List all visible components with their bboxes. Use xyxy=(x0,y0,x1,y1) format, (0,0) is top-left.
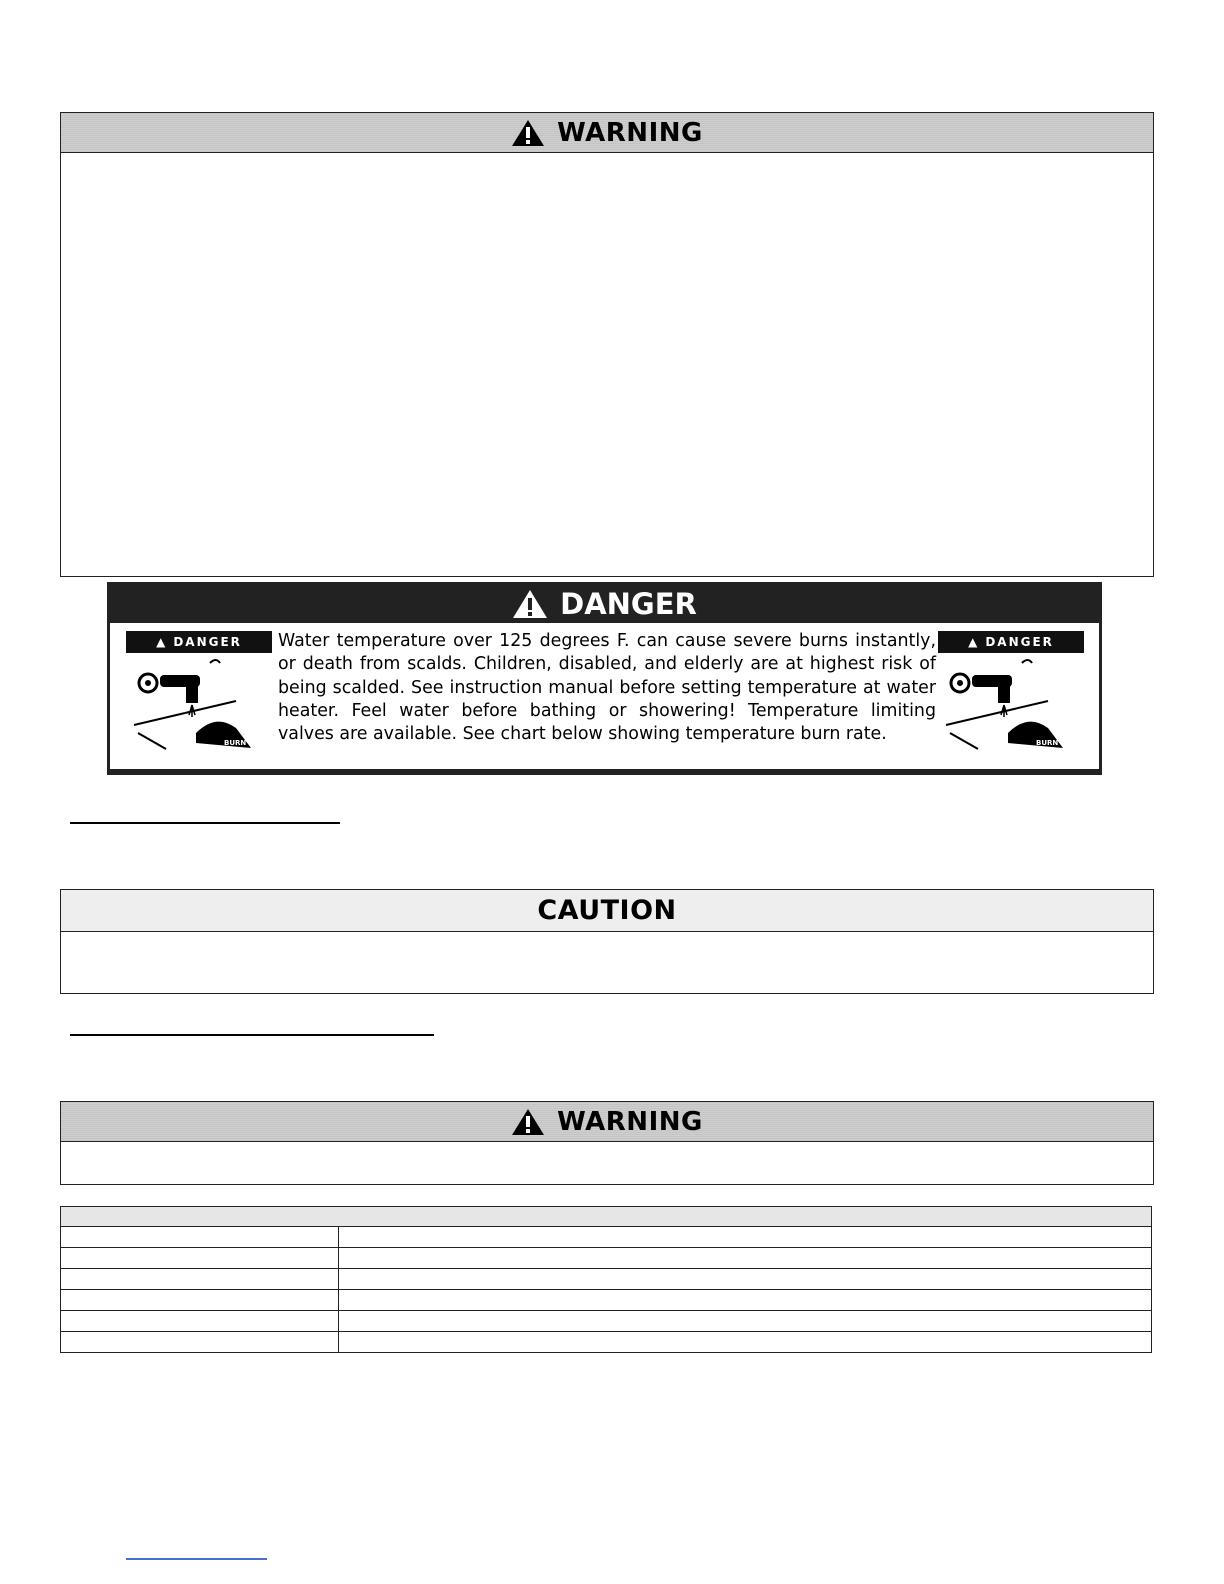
table-row xyxy=(61,1269,1152,1290)
danger-title: DANGER xyxy=(560,587,697,621)
warning-triangle-icon xyxy=(511,119,545,147)
mini-danger-tag: ▲ DANGER xyxy=(126,631,272,653)
mini-danger-tag: ▲ DANGER xyxy=(938,631,1084,653)
caution-title: CAUTION xyxy=(537,895,677,926)
warning-header xyxy=(61,113,1153,153)
section-heading-underline xyxy=(70,822,340,824)
danger-header xyxy=(110,585,1099,623)
table-row xyxy=(61,1248,1152,1269)
danger-label xyxy=(107,582,1102,775)
caution-header xyxy=(61,890,1153,932)
section-heading-underline xyxy=(70,1034,434,1036)
warning-title: WARNING xyxy=(557,1106,703,1137)
table-row xyxy=(61,1227,1152,1248)
scald-hand-icon xyxy=(126,653,272,753)
danger-message: Water temperature over 125 degrees F. can cause severe burns instantly, or death from scalds. Children, disabled, and elderly are at highest risk of being scalded. See instruction manual before setting temperature at water heater. Feel water before bathing or showering! Temperature limiting valves are available. See chart below showing temperature burn rate. xyxy=(278,631,936,745)
danger-body xyxy=(110,623,1099,769)
svg-text:BURN: BURN xyxy=(1036,739,1059,747)
caution-box xyxy=(60,889,1154,994)
footer-link[interactable] xyxy=(126,1558,267,1560)
svg-text:BURN: BURN xyxy=(224,739,247,747)
danger-pictogram-left xyxy=(126,631,272,756)
table-header-row xyxy=(61,1207,1152,1227)
table-row xyxy=(61,1332,1152,1353)
warning-box-top xyxy=(60,112,1154,577)
table-row xyxy=(61,1290,1152,1311)
table-row xyxy=(61,1311,1152,1332)
warning-box-bottom xyxy=(60,1101,1154,1185)
warning-header xyxy=(61,1102,1153,1142)
burn-rate-table xyxy=(60,1206,1152,1353)
scald-hand-icon xyxy=(938,653,1084,753)
danger-pictogram-right xyxy=(938,631,1084,756)
danger-triangle-icon xyxy=(512,589,548,619)
warning-triangle-icon xyxy=(511,1108,545,1136)
warning-title: WARNING xyxy=(557,117,703,148)
